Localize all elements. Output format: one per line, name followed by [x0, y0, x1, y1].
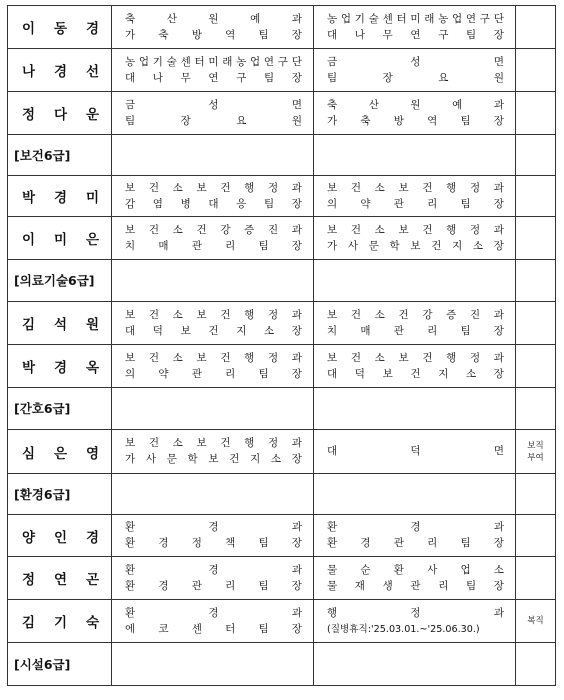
position-line: 환 경 과: [125, 606, 302, 619]
position-line: 환 경 과: [327, 521, 504, 533]
position-line: 치 매 관 리 팀 장: [327, 324, 504, 337]
remark-cell: [516, 345, 556, 388]
section-label: [의료기술6급]: [8, 260, 112, 302]
empty-cell: [516, 643, 556, 686]
position-line: 대 덕 면: [327, 445, 504, 457]
position-line: 팀 장 요 원: [327, 71, 504, 84]
position-line: 보 건 소 건 강 증 진 과: [125, 223, 302, 236]
position-line: 에 코 센 터 팀 장: [125, 622, 302, 635]
section-label: [보건6급]: [8, 135, 112, 176]
position-line: 보 건 소 보 건 행 정 과: [327, 351, 504, 364]
empty-cell: [314, 388, 516, 430]
table-row: [8, 345, 556, 388]
position-line: 보 건 소 보 건 행 정 과: [125, 181, 302, 194]
new-position-cell: [112, 302, 314, 345]
remark-cell: [516, 176, 556, 217]
previous-position-cell: [314, 345, 516, 388]
new-position-cell: [112, 600, 314, 643]
previous-position-cell: [314, 176, 516, 217]
position-line: 환 경 과: [125, 521, 302, 533]
position-line: 환 경 관 리 팀 장: [327, 537, 504, 549]
position-line: 대 덕 보 건 지 소 장: [327, 367, 504, 380]
person-name: 이 미 은: [8, 217, 112, 260]
table-row: [8, 302, 556, 345]
previous-position-cell: [314, 430, 516, 474]
position-line: 가 축 방 역 팀 장: [125, 28, 302, 41]
position-line: 보 건 소 보 건 행 정 과: [327, 181, 504, 194]
new-position-cell: [112, 430, 314, 474]
position-line: 물 재 생 관 리 팀 장: [327, 579, 504, 592]
position-line: 물 순 환 사 업 소: [327, 563, 504, 576]
person-name: 박 경 옥: [8, 345, 112, 388]
table-row: [8, 6, 556, 49]
position-line: (질병휴직:'25.03.01.~'25.06.30.): [327, 623, 480, 635]
section-row: [8, 135, 556, 176]
person-name: 박 경 미: [8, 176, 112, 217]
new-position-cell: [112, 49, 314, 92]
new-position-cell: [112, 345, 314, 388]
section-label: [시설6급]: [8, 643, 112, 686]
position-line: 치 매 관 리 팀 장: [125, 239, 302, 252]
empty-cell: [516, 474, 556, 515]
previous-position-cell: [314, 217, 516, 260]
previous-position-cell: [314, 302, 516, 345]
empty-cell: [314, 643, 516, 686]
new-position-cell: [112, 6, 314, 49]
empty-cell: [516, 135, 556, 176]
remark-cell: [516, 49, 556, 92]
position-line: 금 성 면: [125, 98, 302, 111]
empty-cell: [516, 260, 556, 302]
position-line: 환 경 과: [125, 563, 302, 576]
empty-cell: [112, 474, 314, 515]
position-line: 보 건 소 보 건 행 정 과: [125, 308, 302, 321]
empty-cell: [314, 474, 516, 515]
empty-cell: [112, 260, 314, 302]
new-position-cell: [112, 217, 314, 260]
section-row: [8, 388, 556, 430]
table-row: [8, 92, 556, 135]
empty-cell: [112, 643, 314, 686]
new-position-cell: [112, 176, 314, 217]
table-row: [8, 430, 556, 474]
new-position-cell: [112, 515, 314, 557]
remark-cell: 복직: [516, 600, 556, 643]
table-row: [8, 49, 556, 92]
empty-cell: [112, 388, 314, 430]
section-row: [8, 643, 556, 686]
new-position-cell: [112, 92, 314, 135]
person-name: 정 연 곤: [8, 557, 112, 600]
table-row: [8, 176, 556, 217]
table-row: [8, 557, 556, 600]
previous-position-cell: [314, 600, 516, 643]
previous-position-cell: [314, 92, 516, 135]
empty-cell: [516, 388, 556, 430]
person-name: 이 동 경: [8, 6, 112, 49]
remark-cell: [516, 557, 556, 600]
position-line: 축 산 원 예 과: [327, 98, 504, 111]
table-row: [8, 600, 556, 643]
remark-cell: [516, 6, 556, 49]
previous-position-cell: [314, 49, 516, 92]
position-line: 금 성 면: [327, 55, 504, 68]
remark-cell: [516, 217, 556, 260]
position-line: 대 덕 보 건 지 소 장: [125, 324, 302, 337]
empty-cell: [314, 135, 516, 176]
position-line: 농 업 기 술 센 터 미 래 농 업 연 구 단: [125, 55, 302, 68]
section-label: [간호6급]: [8, 388, 112, 430]
position-line: 대 나 무 연 구 팀 장: [125, 71, 302, 84]
section-label: [환경6급]: [8, 474, 112, 515]
remark-cell: [516, 92, 556, 135]
position-line: 의 약 관 리 팀 장: [327, 197, 504, 210]
position-line: 환 경 관 리 팀 장: [125, 579, 302, 592]
position-line: 가 사 문 학 보 건 지 소 장: [125, 453, 302, 465]
position-line: 의 약 관 리 팀 장: [125, 367, 302, 380]
position-line: 보 건 소 보 건 행 정 과: [125, 351, 302, 364]
remark-cell: [516, 515, 556, 557]
position-line: 보 건 소 보 건 행 정 과: [327, 223, 504, 236]
table-row: [8, 217, 556, 260]
position-line: 환 경 정 책 팀 장: [125, 537, 302, 549]
remark-cell: 보직 부여: [516, 430, 556, 474]
position-line: 보 건 소 건 강 증 진 과: [327, 308, 504, 321]
position-line: 가 축 방 역 팀 장: [327, 114, 504, 127]
person-name: 양 인 경: [8, 515, 112, 557]
position-line: 팀 장 요 원: [125, 114, 302, 127]
previous-position-cell: [314, 557, 516, 600]
person-name: 김 석 원: [8, 302, 112, 345]
position-line: 보 건 소 보 건 행 정 과: [125, 437, 302, 449]
remark-cell: [516, 302, 556, 345]
empty-cell: [314, 260, 516, 302]
position-line: 축 산 원 예 과: [125, 12, 302, 25]
table-row: [8, 515, 556, 557]
empty-cell: [112, 135, 314, 176]
person-name: 심 은 영: [8, 430, 112, 474]
section-row: [8, 474, 556, 515]
position-line: 행 정 과: [327, 606, 504, 619]
position-line: 감 염 병 대 응 팀 장: [125, 197, 302, 210]
position-line: 가 사 문 학 보 건 지 소 장: [327, 239, 504, 252]
previous-position-cell: [314, 6, 516, 49]
personnel-table: [7, 5, 556, 686]
position-line: 농 업 기 술 센 터 미 래 농 업 연 구 단: [327, 12, 504, 25]
person-name: 정 다 운: [8, 92, 112, 135]
person-name: 김 기 숙: [8, 600, 112, 643]
person-name: 나 경 선: [8, 49, 112, 92]
previous-position-cell: [314, 515, 516, 557]
new-position-cell: [112, 557, 314, 600]
section-row: [8, 260, 556, 302]
position-line: 대 나 무 연 구 팀 장: [327, 28, 504, 41]
